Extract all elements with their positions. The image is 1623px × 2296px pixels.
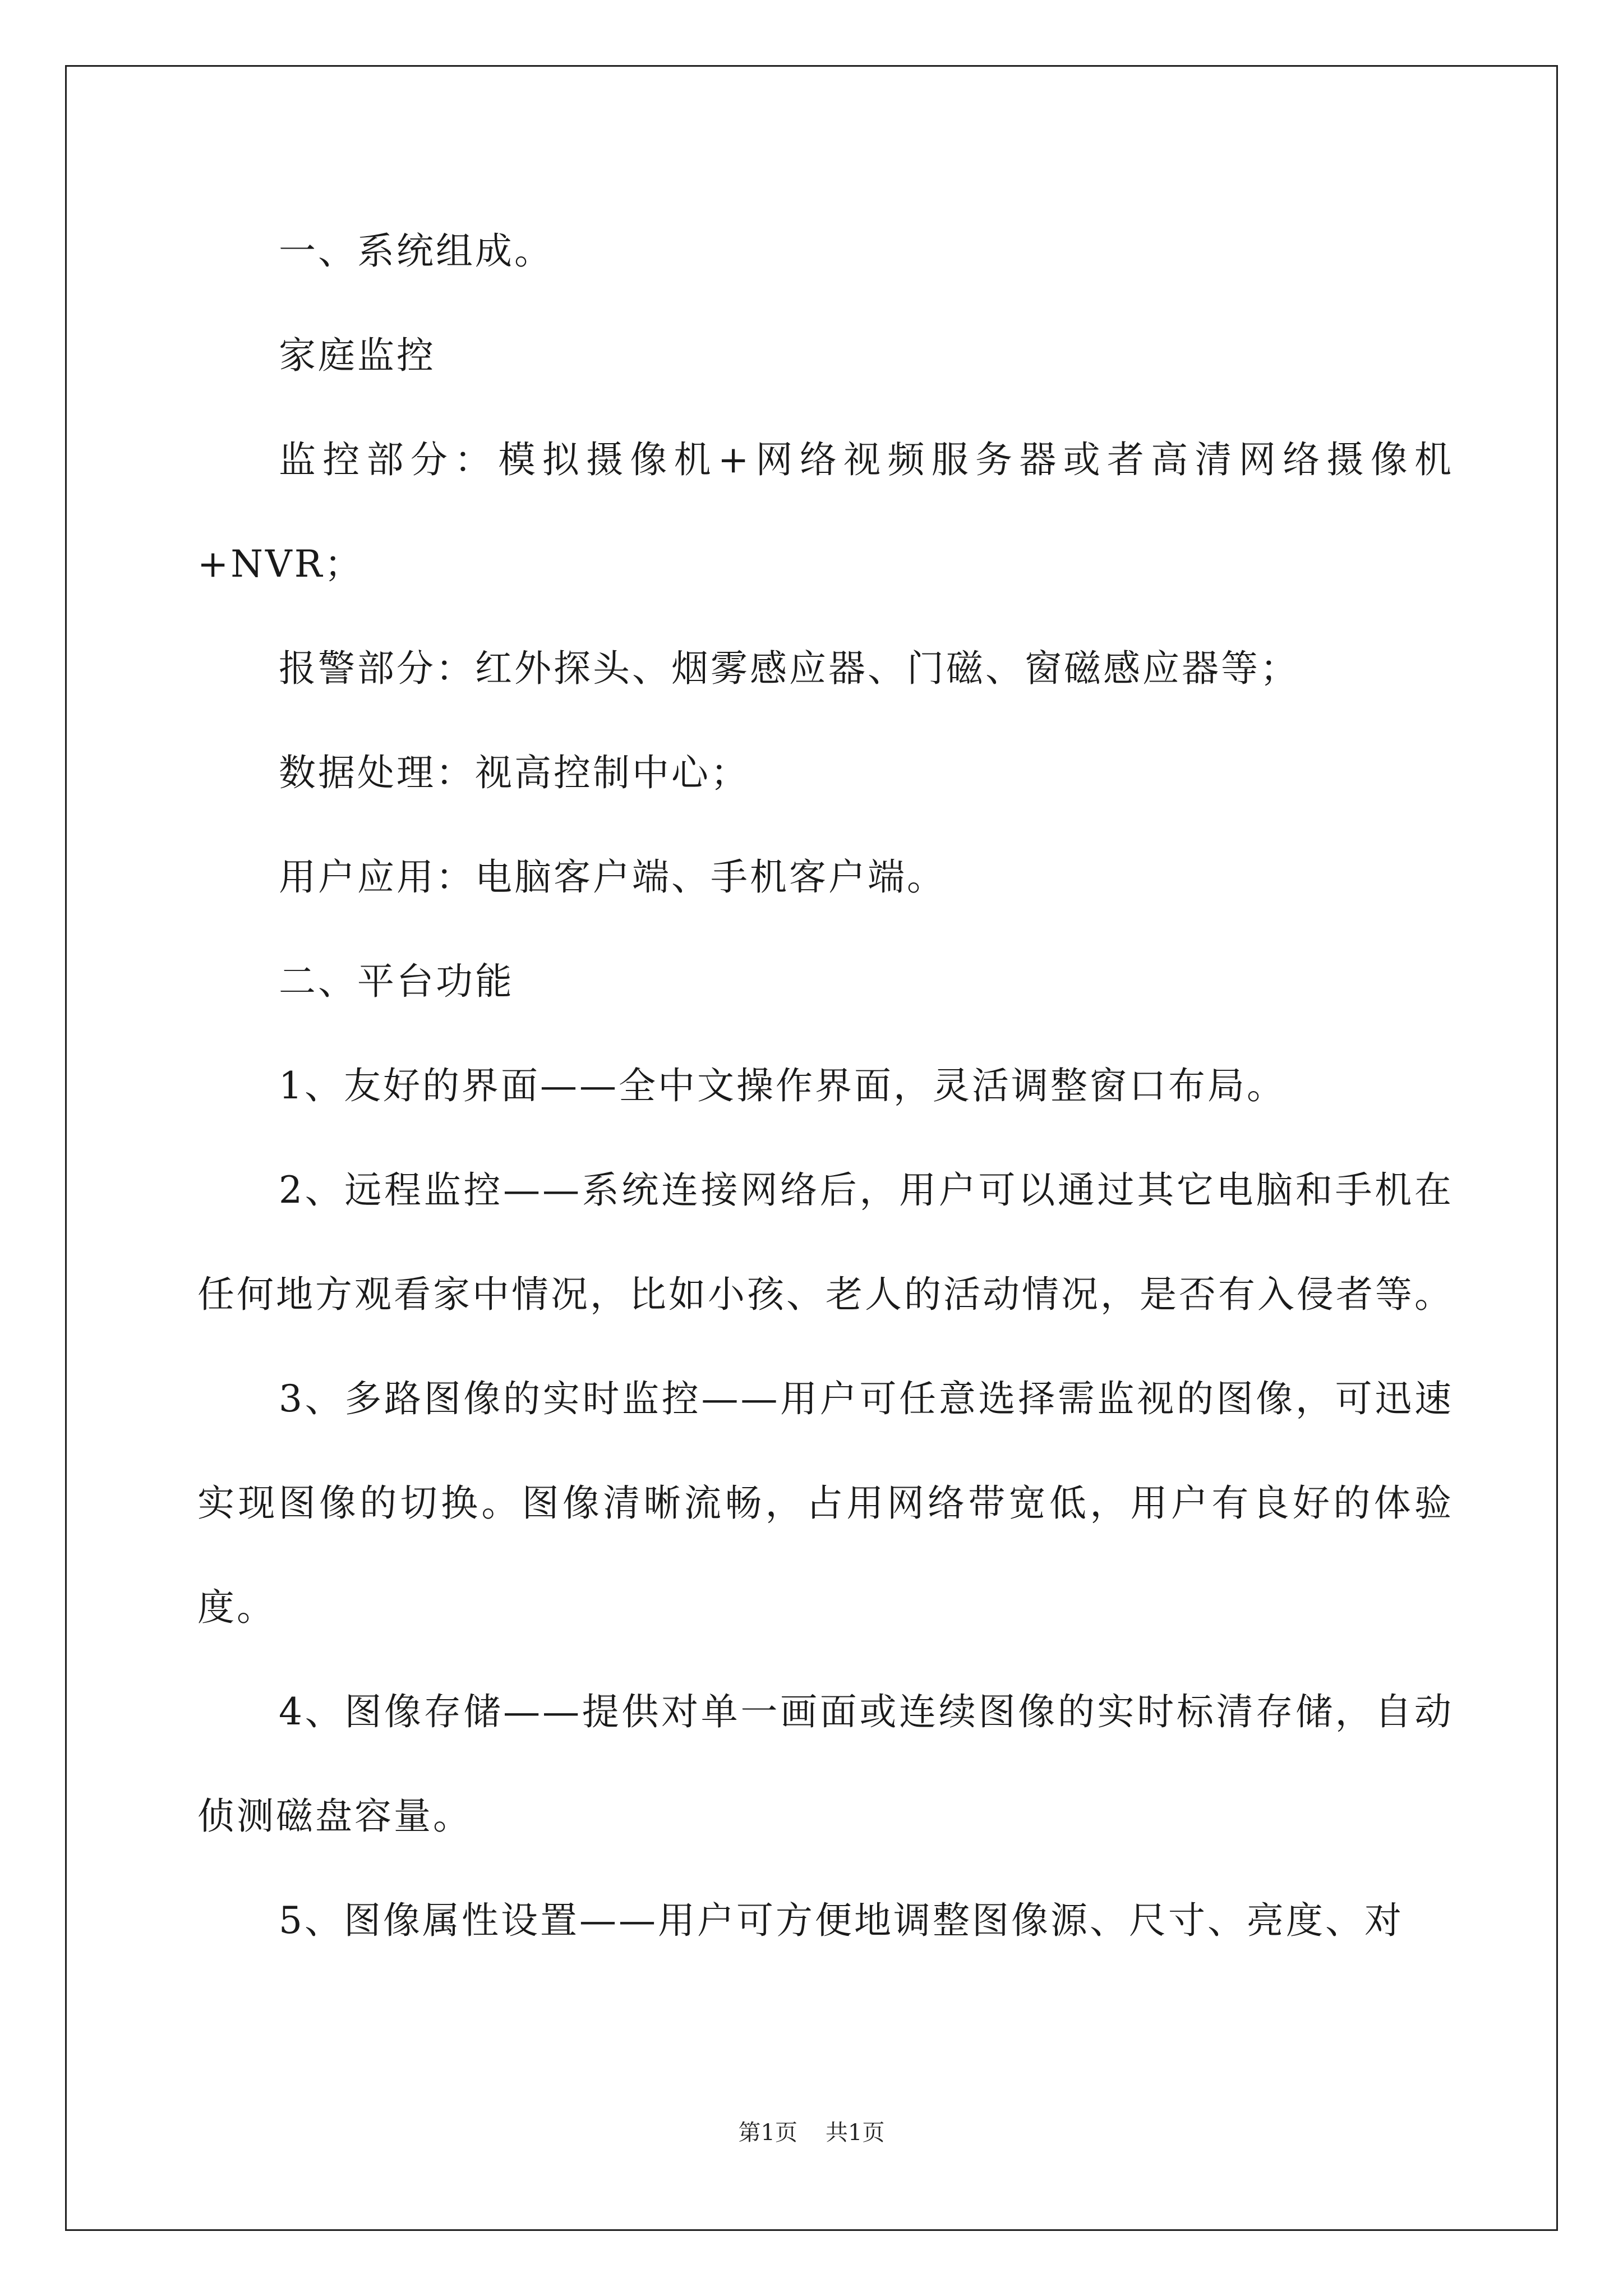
paragraph-data-processing: 数据处理：视高控制中心；: [279, 751, 750, 794]
paragraph-realtime-monitoring: 3、多路图像的实时监控——用户可任意选择需监视的图像，可迅速实现图像的切换。图像清晰流畅，占用网络带宽低，用户有良好的体验度。: [197, 1377, 1454, 1629]
paragraph-image-properties: 5、图像属性设置——用户可方便地调整图像源、尺寸、亮度、对: [279, 1899, 1404, 1942]
paragraph-friendly-interface: 1、友好的界面——全中文操作界面，灵活调整窗口布局。: [279, 1064, 1286, 1107]
section-heading-platform-functions: 二、平台功能: [279, 960, 514, 1003]
document-body: [197, 199, 1454, 1973]
paragraph-monitoring-part: 监控部分：模拟摄像机+网络视频服务器或者高清网络摄像机+NVR；: [197, 438, 1454, 586]
paragraph-remote-monitoring: 2、远程监控——系统连接网络后，用户可以通过其它电脑和手机在任何地方观看家中情况，比如小孩、老人的活动情况，是否有入侵者等。: [197, 1168, 1454, 1316]
page-number: 第1页: [738, 2120, 797, 2146]
section-heading-composition: 一、系统组成。: [279, 229, 554, 273]
paragraph-image-storage: 4、图像存储——提供对单一画面或连续图像的实时标清存储，自动侦测磁盘容量。: [197, 1690, 1454, 1838]
page-footer: [0, 2115, 1623, 2147]
page-total: 共1页: [826, 2120, 885, 2146]
paragraph-user-application: 用户应用：电脑客户端、手机客户端。: [279, 855, 946, 899]
paragraph-alarm-part: 报警部分：红外探头、烟雾感应器、门磁、窗磁感应器等；: [279, 647, 1299, 690]
paragraph-home-monitoring: 家庭监控: [279, 334, 436, 377]
